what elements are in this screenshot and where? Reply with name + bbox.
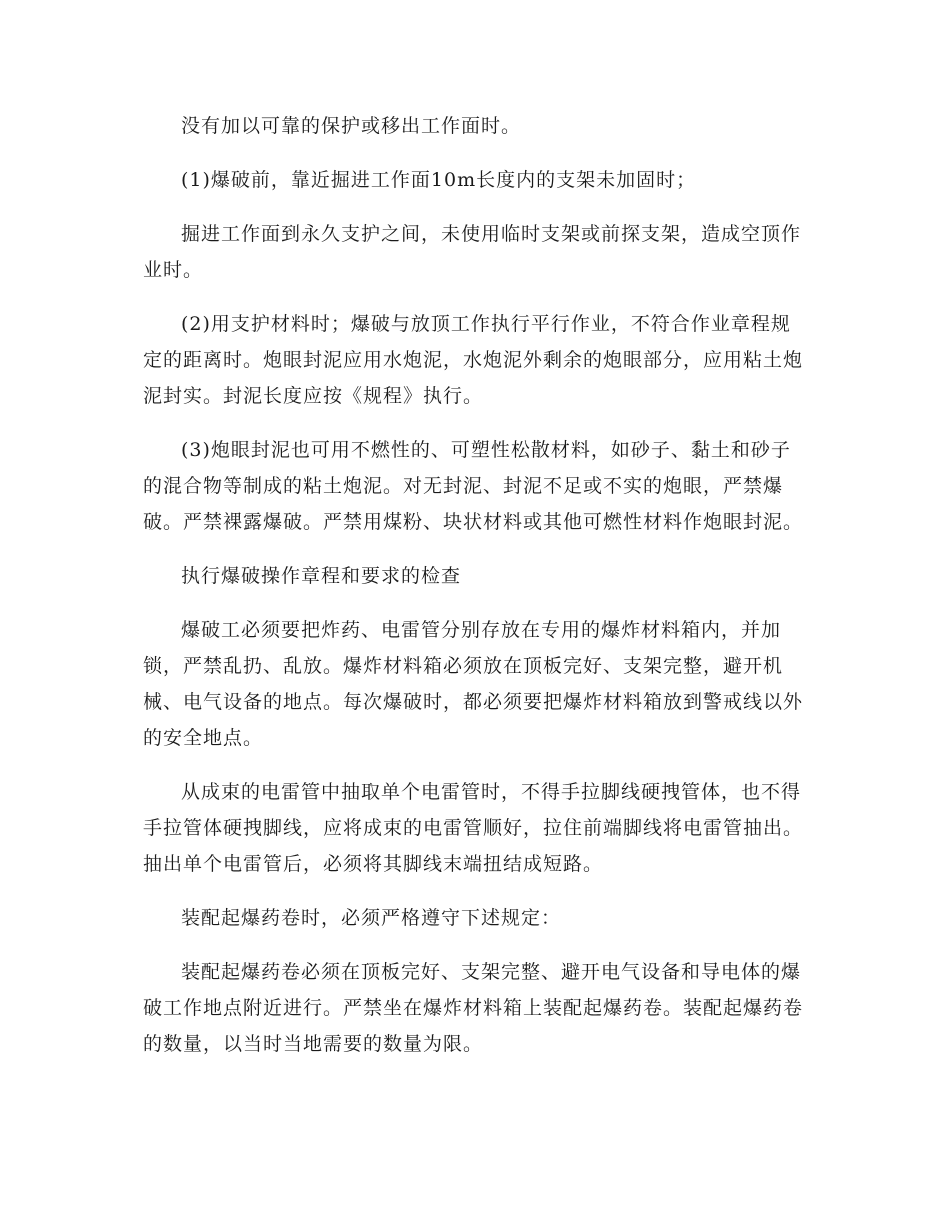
paragraph-4: (2)用支护材料时；爆破与放顶工作执行平行作业，不符合作业章程规定的距离时。炮眼封泥应用水炮泥，水炮泥外剩余的炮眼部分，应用粘土炮泥封实。封泥长度应按《规程》执行。 [143,313,804,407]
paragraph-2: (1)爆破前，靠近掘进工作面10m长度内的支架未加固时； [181,169,697,191]
paragraph-10: 装配起爆药卷必须在顶板完好、支架完整、避开电气设备和导电体的爆破工作地点附近进行。严禁坐在爆炸材料箱上装配起爆药卷。装配起爆药卷的数量，以当时当地需要的数量为限。 [143,961,804,1055]
section-heading-blasting-check: 执行爆破操作章程和要求的检查 [181,565,462,587]
document-body [143,108,808,1080]
paragraph-1: 没有加以可靠的保护或移出工作面时。 [181,115,522,137]
paragraph-7: 爆破工必须要把炸药、电雷管分别存放在专用的爆炸材料箱内，并加锁，严禁乱扔、乱放。爆炸材料箱必须放在顶板完好、支架完整，避开机械、电气设备的地点。每次爆破时，都必须要把爆炸材料箱放到警戒线以外的安全地点。 [143,619,804,749]
paragraph-5: (3)炮眼封泥也可用不燃性的、可塑性松散材料，如砂子、黏土和砂子的混合物等制成的粘土炮泥。对无封泥、封泥不足或不实的炮眼，严禁爆破。严禁裸露爆破。严禁用煤粉、块状材料或其他可燃性材料作炮眼封泥。 [143,439,804,533]
paragraph-3: 掘进工作面到永久支护之间，未使用临时支架或前探支架，造成空顶作业时。 [143,223,802,281]
paragraph-9: 装配起爆药卷时，必须严格遵守下述规定： [181,907,562,929]
paragraph-8: 从成束的电雷管中抽取单个电雷管时，不得手拉脚线硬拽管体，也不得手拉管体硬拽脚线，应将成束的电雷管顺好，拉住前端脚线将电雷管抽出。抽出单个电雷管后，必须将其脚线末端扭结成短路。 [143,781,804,875]
